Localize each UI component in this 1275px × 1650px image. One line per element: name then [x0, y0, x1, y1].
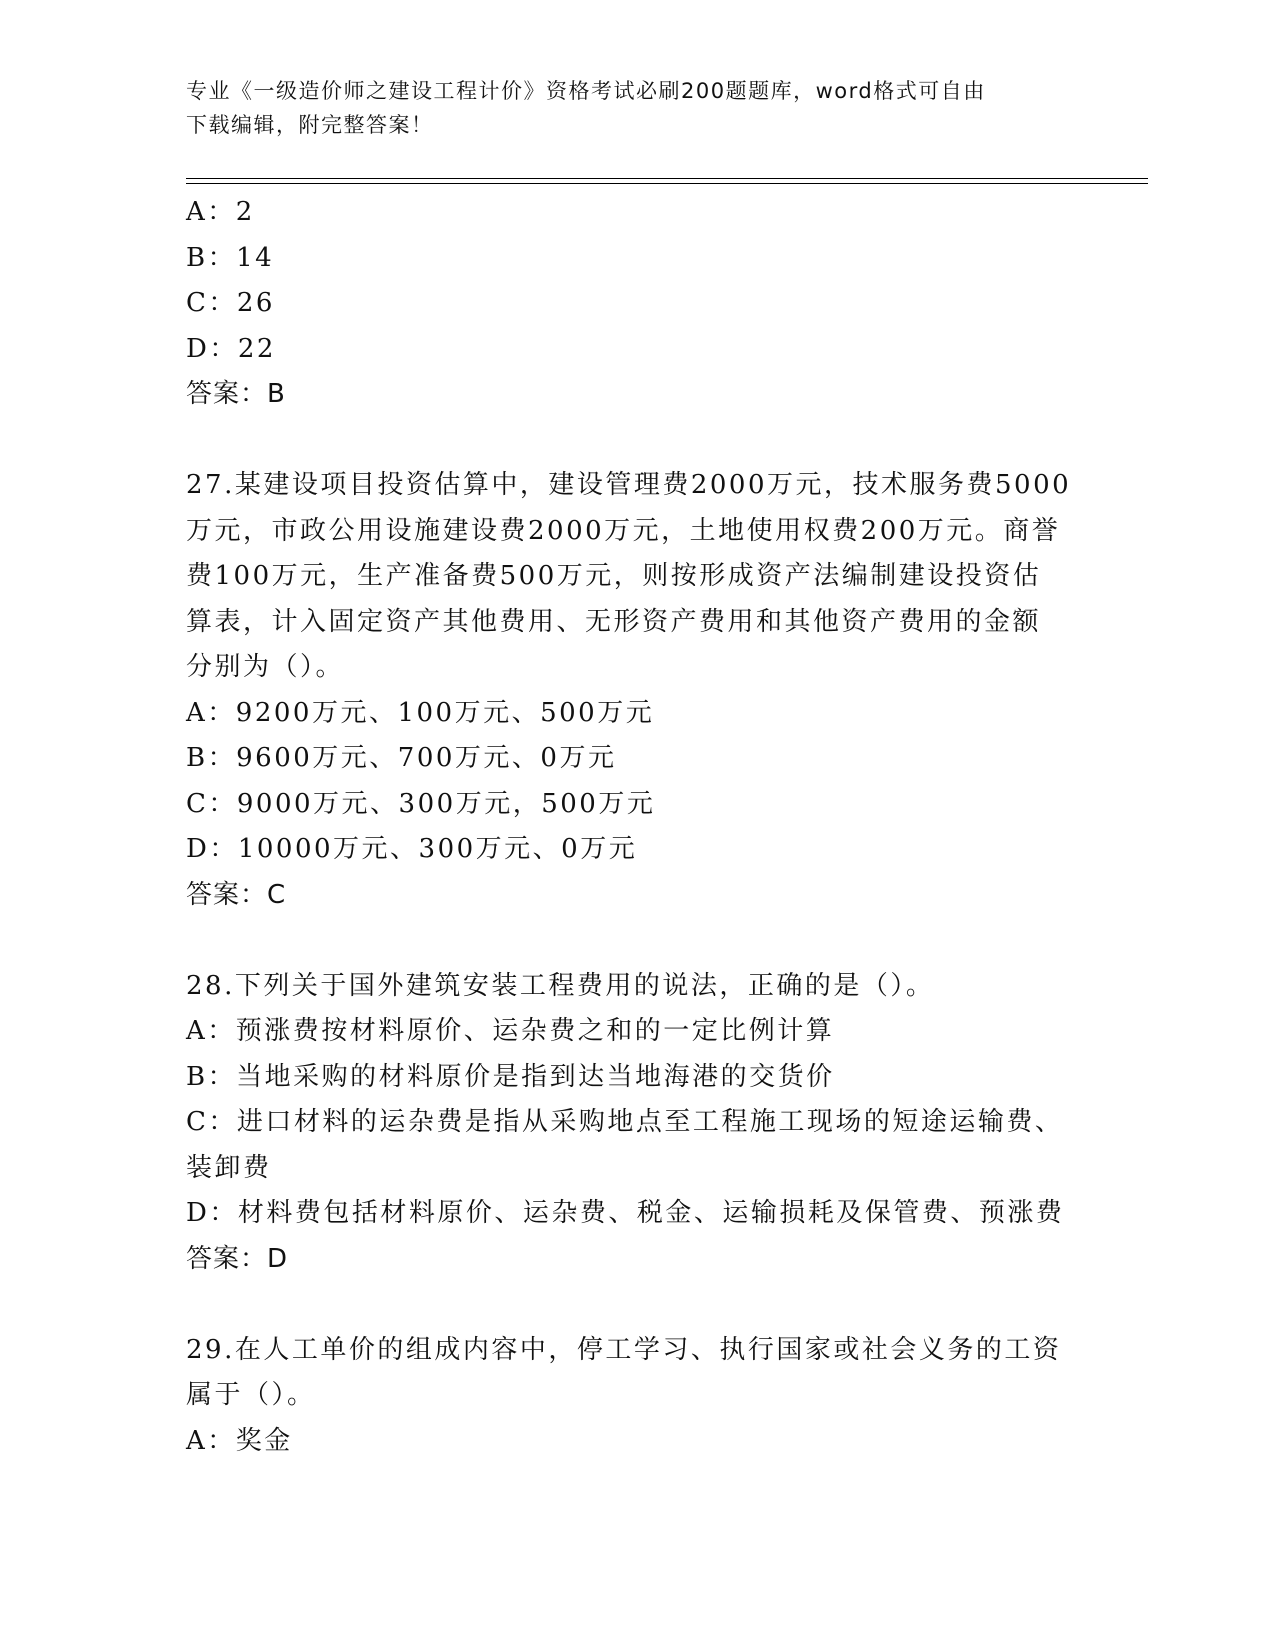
header-rule-bottom [186, 183, 1148, 184]
question-29 [186, 1328, 1086, 1465]
spacer [186, 418, 1086, 464]
option-d: D：10000万元、300万元、0万元 [186, 834, 638, 864]
option-d: D：22 [186, 333, 276, 364]
header-rule-top [186, 178, 1148, 179]
option-b: B：当地采购的材料原价是指到达当地海港的交货价 [186, 1061, 835, 1092]
question-stem-line: 万元，市政公用设施建设费2000万元，土地使用权费200万元。商誉 [186, 515, 1061, 546]
header-line-1: 专业《一级造价师之建设工程计价》资格考试必刷200题题库，word格式可自由 [186, 79, 986, 103]
option-c: C：26 [186, 288, 275, 318]
option-a: A：9200万元、100万元、500万元 [186, 697, 655, 728]
question-stem-line: 29.在人工单价的组成内容中，停工学习、执行国家或社会义务的工资 [186, 1334, 1062, 1365]
option-a: A：预涨费按材料原价、运杂费之和的一定比例计算 [186, 1016, 835, 1046]
question-26 [186, 190, 1086, 418]
option-d: D：材料费包括材料原价、运杂费、税金、运输损耗及保管费、预涨费 [186, 1198, 1065, 1228]
question-stem-line: 属于（）。 [186, 1380, 316, 1410]
question-stem-line: 28.下列关于国外建筑安装工程费用的说法，正确的是（）。 [186, 970, 935, 1001]
question-27 [186, 463, 1086, 918]
answer-line: 答案：D [186, 1243, 289, 1274]
spacer [186, 1282, 1086, 1328]
question-stem-line: 分别为（）。 [186, 652, 345, 682]
question-content [186, 190, 1086, 1464]
header-line-2: 下载编辑，附完整答案！ [186, 113, 434, 137]
question-stem-line: 费100万元，生产准备费500万元，则按形成资产法编制建设投资估 [186, 561, 1042, 591]
option-b: B：9600万元、700万元、0万元 [186, 743, 617, 773]
question-28 [186, 964, 1086, 1283]
option-a: A：2 [186, 197, 255, 227]
option-c: C：9000万元、300万元，500万元 [186, 788, 656, 819]
option-c: C：进口材料的运杂费是指从采购地点至工程施工现场的短途运输费、 [186, 1107, 1064, 1137]
question-stem-line: 27.某建设项目投资估算中，建设管理费2000万元，技术服务费5000 [186, 470, 1072, 500]
answer-line: 答案：B [186, 379, 286, 409]
option-b: B：14 [186, 242, 275, 273]
option-a: A：奖金 [186, 1425, 293, 1456]
answer-line: 答案：C [186, 879, 287, 910]
option-c-continued: 装卸费 [186, 1152, 272, 1183]
document-header [186, 74, 1086, 142]
question-stem-line: 算表，计入固定资产其他费用、无形资产费用和其他资产费用的金额 [186, 606, 1042, 637]
spacer [186, 918, 1086, 964]
